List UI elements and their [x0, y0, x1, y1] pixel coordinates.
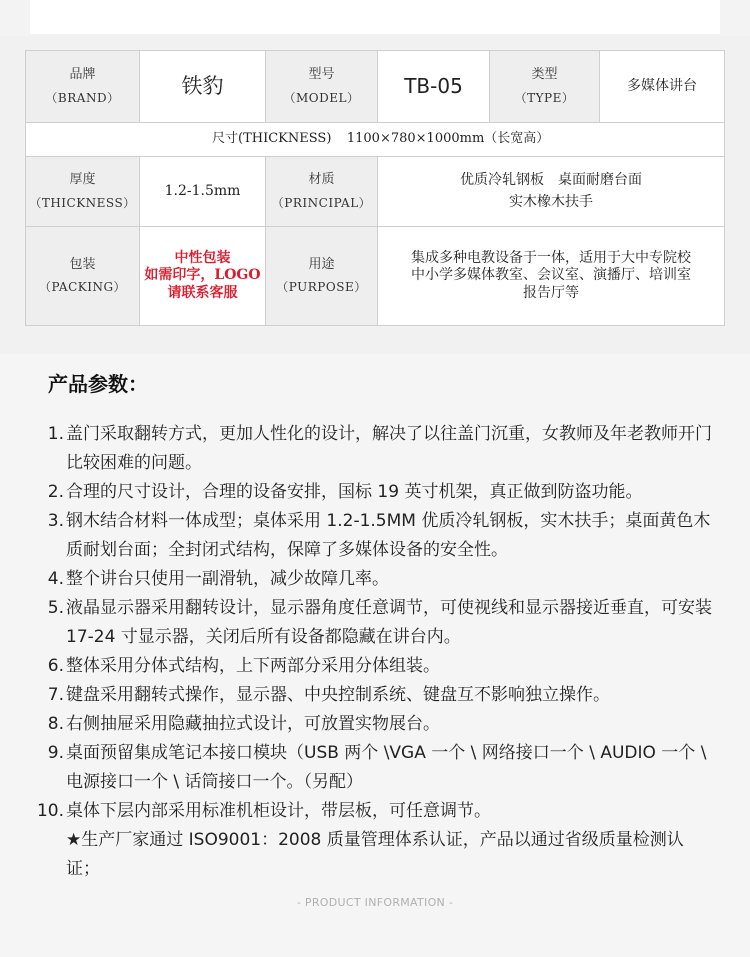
spec-row-thickness — [26, 157, 725, 227]
list-item-text: 桌体下层内部采用标准机柜设计，带层板，可任意调节。 — [66, 801, 491, 821]
list-item-number: 7. — [47, 685, 64, 705]
list-item-text: 右侧抽屉采用隐藏抽拉式设计，可放置实物展台。 — [66, 714, 440, 734]
brand-label-cn: 品牌 — [69, 67, 96, 83]
packing-label-en: （PACKING） — [38, 280, 127, 295]
type-label-cn: 类型 — [531, 67, 558, 83]
spec-row-packing — [26, 227, 725, 326]
model-label-cn: 型号 — [308, 67, 335, 83]
type-label-en: （TYPE） — [514, 90, 575, 105]
list-item-number: 6. — [47, 656, 64, 676]
list-item-number: 10. — [36, 801, 64, 821]
material-value — [378, 157, 725, 227]
section-title: 产品参数： — [48, 372, 148, 396]
spec-panel — [0, 36, 750, 354]
list-item — [42, 652, 722, 681]
thickness-label — [26, 157, 140, 227]
list-item — [42, 710, 722, 739]
params-list — [36, 420, 722, 826]
top-banner-area — [30, 0, 720, 34]
list-item-number: 2. — [47, 482, 64, 502]
model-label — [266, 51, 378, 123]
material-label-en: （PRINCIPAL） — [271, 195, 372, 210]
thickness-label-cn: 厚度 — [69, 172, 96, 188]
list-item-number: 9. — [47, 743, 64, 763]
top-strip — [0, 0, 750, 36]
list-item-text: 整体采用分体式结构，上下两部分采用分体组装。 — [66, 656, 440, 676]
spec-row-brand — [26, 51, 725, 123]
brand-label-en: （BRAND） — [45, 90, 120, 105]
packing-line-1: 中性包装 — [174, 249, 231, 266]
purpose-label-cn: 用途 — [308, 256, 335, 272]
model-value: TB-05 — [378, 51, 490, 123]
brand-label — [26, 51, 140, 123]
list-item-number: 4. — [47, 569, 64, 589]
spec-row-size — [26, 123, 725, 157]
purpose-label — [266, 227, 378, 326]
list-item — [36, 797, 722, 826]
packing-line-3: 请联系客服 — [167, 284, 238, 301]
list-item-number: 3. — [47, 511, 64, 531]
certification-note: ★生产厂家通过 ISO9001：2008 质量管理体系认证，产品以通过省级质量检测认证； — [66, 830, 684, 879]
list-item — [42, 478, 722, 507]
type-value: 多媒体讲台 — [600, 51, 725, 123]
brand-value: 铁豹 — [140, 51, 266, 123]
model-label-en: （MODEL） — [283, 90, 360, 105]
purpose-line-2: 中小学多媒体教室、会议室、演播厅、培训室 — [411, 267, 691, 284]
packing-label — [26, 227, 140, 326]
material-label — [266, 157, 378, 227]
purpose-line-3: 报告厅等 — [523, 284, 579, 301]
list-item — [42, 594, 722, 652]
material-line-2: 实木橡木扶手 — [509, 193, 593, 210]
list-item-text: 整个讲台只使用一副滑轨，减少故障几率。 — [66, 569, 389, 589]
list-item — [42, 565, 722, 594]
packing-value — [140, 227, 266, 326]
purpose-label-en: （PURPOSE） — [276, 280, 367, 295]
list-item-number: 5. — [47, 598, 64, 618]
purpose-value — [378, 227, 725, 326]
list-item — [42, 420, 722, 478]
size-label: 尺寸(THICKNESS) — [212, 131, 332, 147]
thickness-value: 1.2-1.5mm — [140, 157, 266, 227]
footer-label: - PRODUCT INFORMATION - — [296, 896, 454, 909]
list-item — [42, 739, 722, 797]
spec-table — [25, 50, 725, 326]
material-line-1: 优质冷轧钢板 桌面耐磨台面 — [460, 172, 642, 188]
list-item-text: 盖门采取翻转方式，更加人性化的设计，解决了以往盖门沉重，女教师及年老教师开门比较困难的问题。 — [66, 424, 712, 473]
type-label — [490, 51, 600, 123]
thickness-label-en: （THICKNESS） — [29, 195, 136, 210]
list-item-text: 键盘采用翻转式操作，显示器、中央控制系统、键盘互不影响独立操作。 — [66, 685, 610, 705]
purpose-line-1: 集成多种电教设备于一体，适用于大中专院校 — [411, 249, 691, 266]
packing-label-cn: 包装 — [69, 256, 96, 272]
size-value: 1100×780×1000mm（长宽高） — [346, 131, 550, 147]
list-item-text: 桌面预留集成笔记本接口模块（USB 两个 \VGA 一个 \ 网络接口一个 \ AUDIO 一个 \ 电源接口一个 \ 话筒接口一个。（另配） — [66, 743, 707, 792]
list-item-text: 钢木结合材料一体成型；桌体采用 1.2-1.5MM 优质冷轧钢板，实木扶手；桌面黄色木质耐划台面；全封闭式结构，保障了多媒体设备的安全性。 — [66, 511, 711, 560]
list-item-number: 1. — [47, 424, 64, 444]
list-item-text: 合理的尺寸设计，合理的设备安排，国标 19 英寸机架，真正做到防盗功能。 — [66, 482, 643, 502]
material-label-cn: 材质 — [308, 172, 335, 188]
packing-line-2: 如需印字，LOGO — [144, 267, 261, 284]
size-cell — [26, 123, 725, 157]
list-item — [42, 507, 722, 565]
list-item-number: 8. — [47, 714, 64, 734]
list-item — [42, 681, 722, 710]
list-item-text: 液晶显示器采用翻转设计，显示器角度任意调节，可使视线和显示器接近垂直，可安装 17-24 寸显示器，关闭后所有设备都隐藏在讲台内。 — [66, 598, 712, 647]
